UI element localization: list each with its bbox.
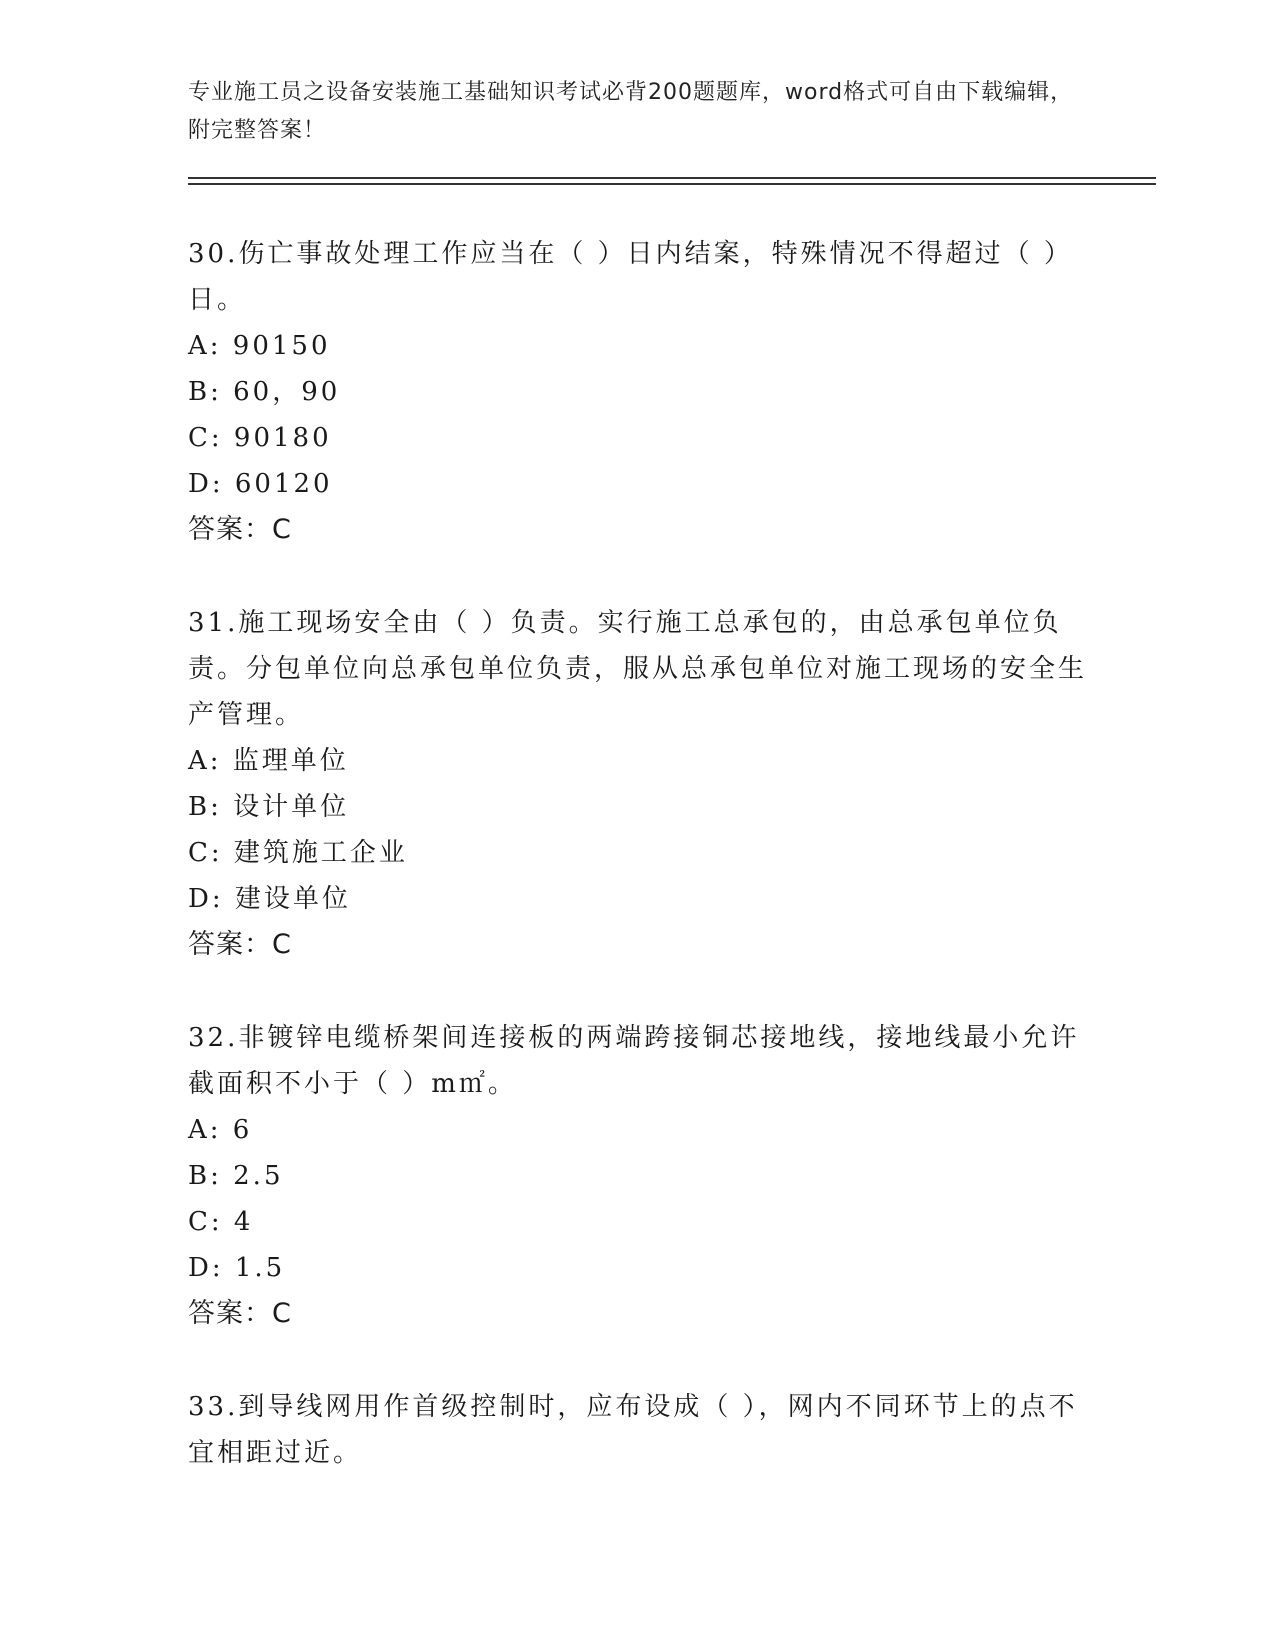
answer-value: C <box>272 514 292 545</box>
document-title: 专业施工员之设备安装施工基础知识考试必背200题题库，word格式可自由下载编辑，附完整答案！ <box>188 80 1074 143</box>
question-32 <box>188 1015 1088 1337</box>
question-31 <box>188 600 1088 968</box>
question-text: 31.施工现场安全由（ ）负责。实行施工总承包的，由总承包单位负责。分包单位向总承包单位负责，服从总承包单位对施工现场的安全生产管理。 <box>188 608 1088 730</box>
option-c: C: 4 <box>188 1207 254 1237</box>
answer-line <box>188 922 1088 968</box>
question-30 <box>188 231 1088 553</box>
answer-line <box>188 1291 1088 1337</box>
answer-line <box>188 507 1088 553</box>
question-list <box>188 231 1088 1523</box>
answer-value: C <box>272 1298 292 1329</box>
option-c: C: 建筑施工企业 <box>188 838 408 868</box>
answer-label: 答案： <box>188 929 272 960</box>
question-33 <box>188 1384 1088 1476</box>
answer-value: C <box>272 929 292 960</box>
option-b: B: 设计单位 <box>188 792 350 822</box>
option-d: D: 1.5 <box>188 1253 286 1283</box>
header-divider-bottom <box>188 183 1156 185</box>
header-divider-top <box>188 177 1156 179</box>
option-a: A: 90150 <box>188 331 331 361</box>
question-text: 33.到导线网用作首级控制时，应布设成（ ），网内不同环节上的点不宜相距过近。 <box>188 1392 1078 1468</box>
answer-label: 答案： <box>188 1298 272 1329</box>
option-b: B: 60，90 <box>188 377 341 407</box>
option-a: A: 监理单位 <box>188 746 349 776</box>
option-c: C: 90180 <box>188 423 332 453</box>
document-header <box>188 74 1088 150</box>
question-text: 32.非镀锌电缆桥架间连接板的两端跨接铜芯接地线，接地线最小允许截面积不小于（ ）m㎡。 <box>188 1023 1080 1099</box>
option-d: D: 60120 <box>188 469 333 499</box>
question-text: 30.伤亡事故处理工作应当在（ ）日内结案，特殊情况不得超过（ ）日。 <box>188 239 1073 315</box>
option-b: B: 2.5 <box>188 1161 284 1191</box>
answer-label: 答案： <box>188 514 272 545</box>
option-d: D: 建设单位 <box>188 884 351 914</box>
option-a: A: 6 <box>188 1115 253 1145</box>
